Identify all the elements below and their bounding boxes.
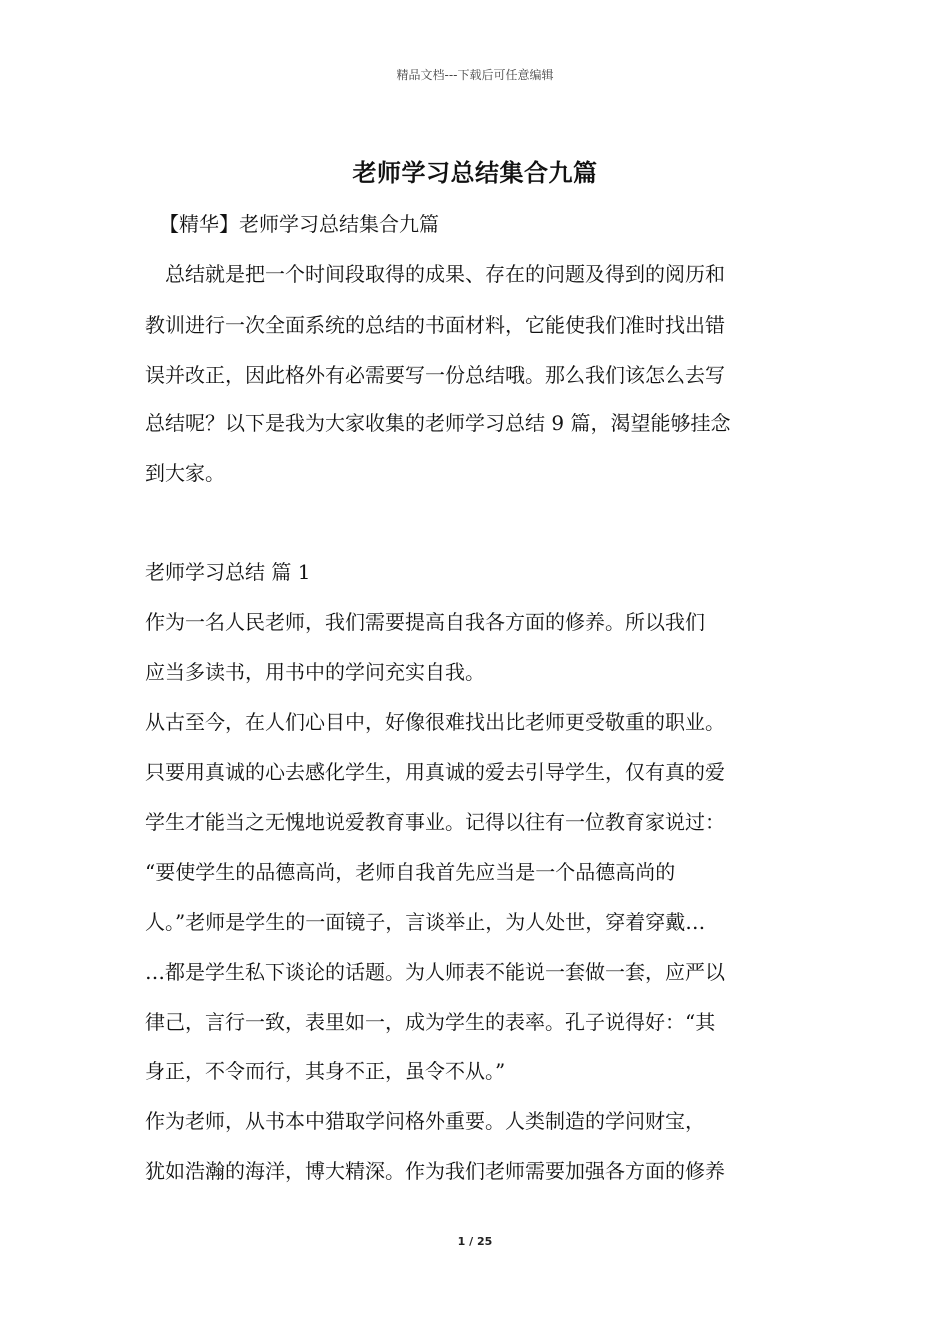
paragraph-line: 犹如浩瀚的海洋，博大精深。作为我们老师需要加强各方面的修养: [145, 1159, 725, 1183]
intro-line: 到大家。: [145, 461, 225, 485]
paragraph-line: 学生才能当之无愧地说爱教育事业。记得以往有一位教育家说过：: [145, 810, 725, 834]
header-note: 精品文档---下载后可任意编辑: [396, 68, 554, 82]
paragraph-line: 从古至今，在人们心目中，好像很难找出比老师更受敬重的职业。: [145, 710, 725, 734]
paragraph-line: “要使学生的品德高尚，老师自我首先应当是一个品德高尚的: [145, 860, 676, 884]
intro-line: 教训进行一次全面系统的总结的书面材料，它能使我们准时找出错: [145, 313, 725, 337]
intro-line: 总结呢？以下是我为大家收集的老师学习总结 9 篇，渴望能够挂念: [145, 411, 731, 435]
document-title: 老师学习总结集合九篇: [352, 159, 598, 187]
paragraph-line: 只要用真诚的心去感化学生，用真诚的爱去引导学生，仅有真的爱: [145, 760, 725, 784]
page-number: 1 / 25: [457, 1235, 493, 1248]
paragraph-line: 作为一名人民老师，我们需要提高自我各方面的修养。所以我们: [145, 610, 705, 634]
paragraph-line: 作为老师，从书本中猎取学问格外重要。人类制造的学问财宝，: [145, 1109, 705, 1133]
intro-line: 误并改正，因此格外有必需要写一份总结哦。那么我们该怎么去写: [145, 363, 725, 387]
subtitle-line: 【精华】老师学习总结集合九篇: [159, 212, 439, 236]
intro-line: 总结就是把一个时间段取得的成果、存在的问题及得到的阅历和: [145, 262, 725, 286]
paragraph-line: 律己，言行一致，表里如一，成为学生的表率。孔子说得好：“其: [145, 1010, 716, 1034]
paragraph-line: 身正，不令而行，其身不正，虽令不从。”: [145, 1059, 506, 1083]
paragraph-line: …都是学生私下谈论的话题。为人师表不能说一套做一套，应严以: [145, 960, 725, 984]
paragraph-line: 应当多读书，用书中的学问充实自我。: [145, 660, 485, 684]
paragraph-line: 人。”老师是学生的一面镜子，言谈举止，为人处世，穿着穿戴…: [145, 910, 706, 934]
section-heading: 老师学习总结 篇 1: [145, 560, 311, 584]
